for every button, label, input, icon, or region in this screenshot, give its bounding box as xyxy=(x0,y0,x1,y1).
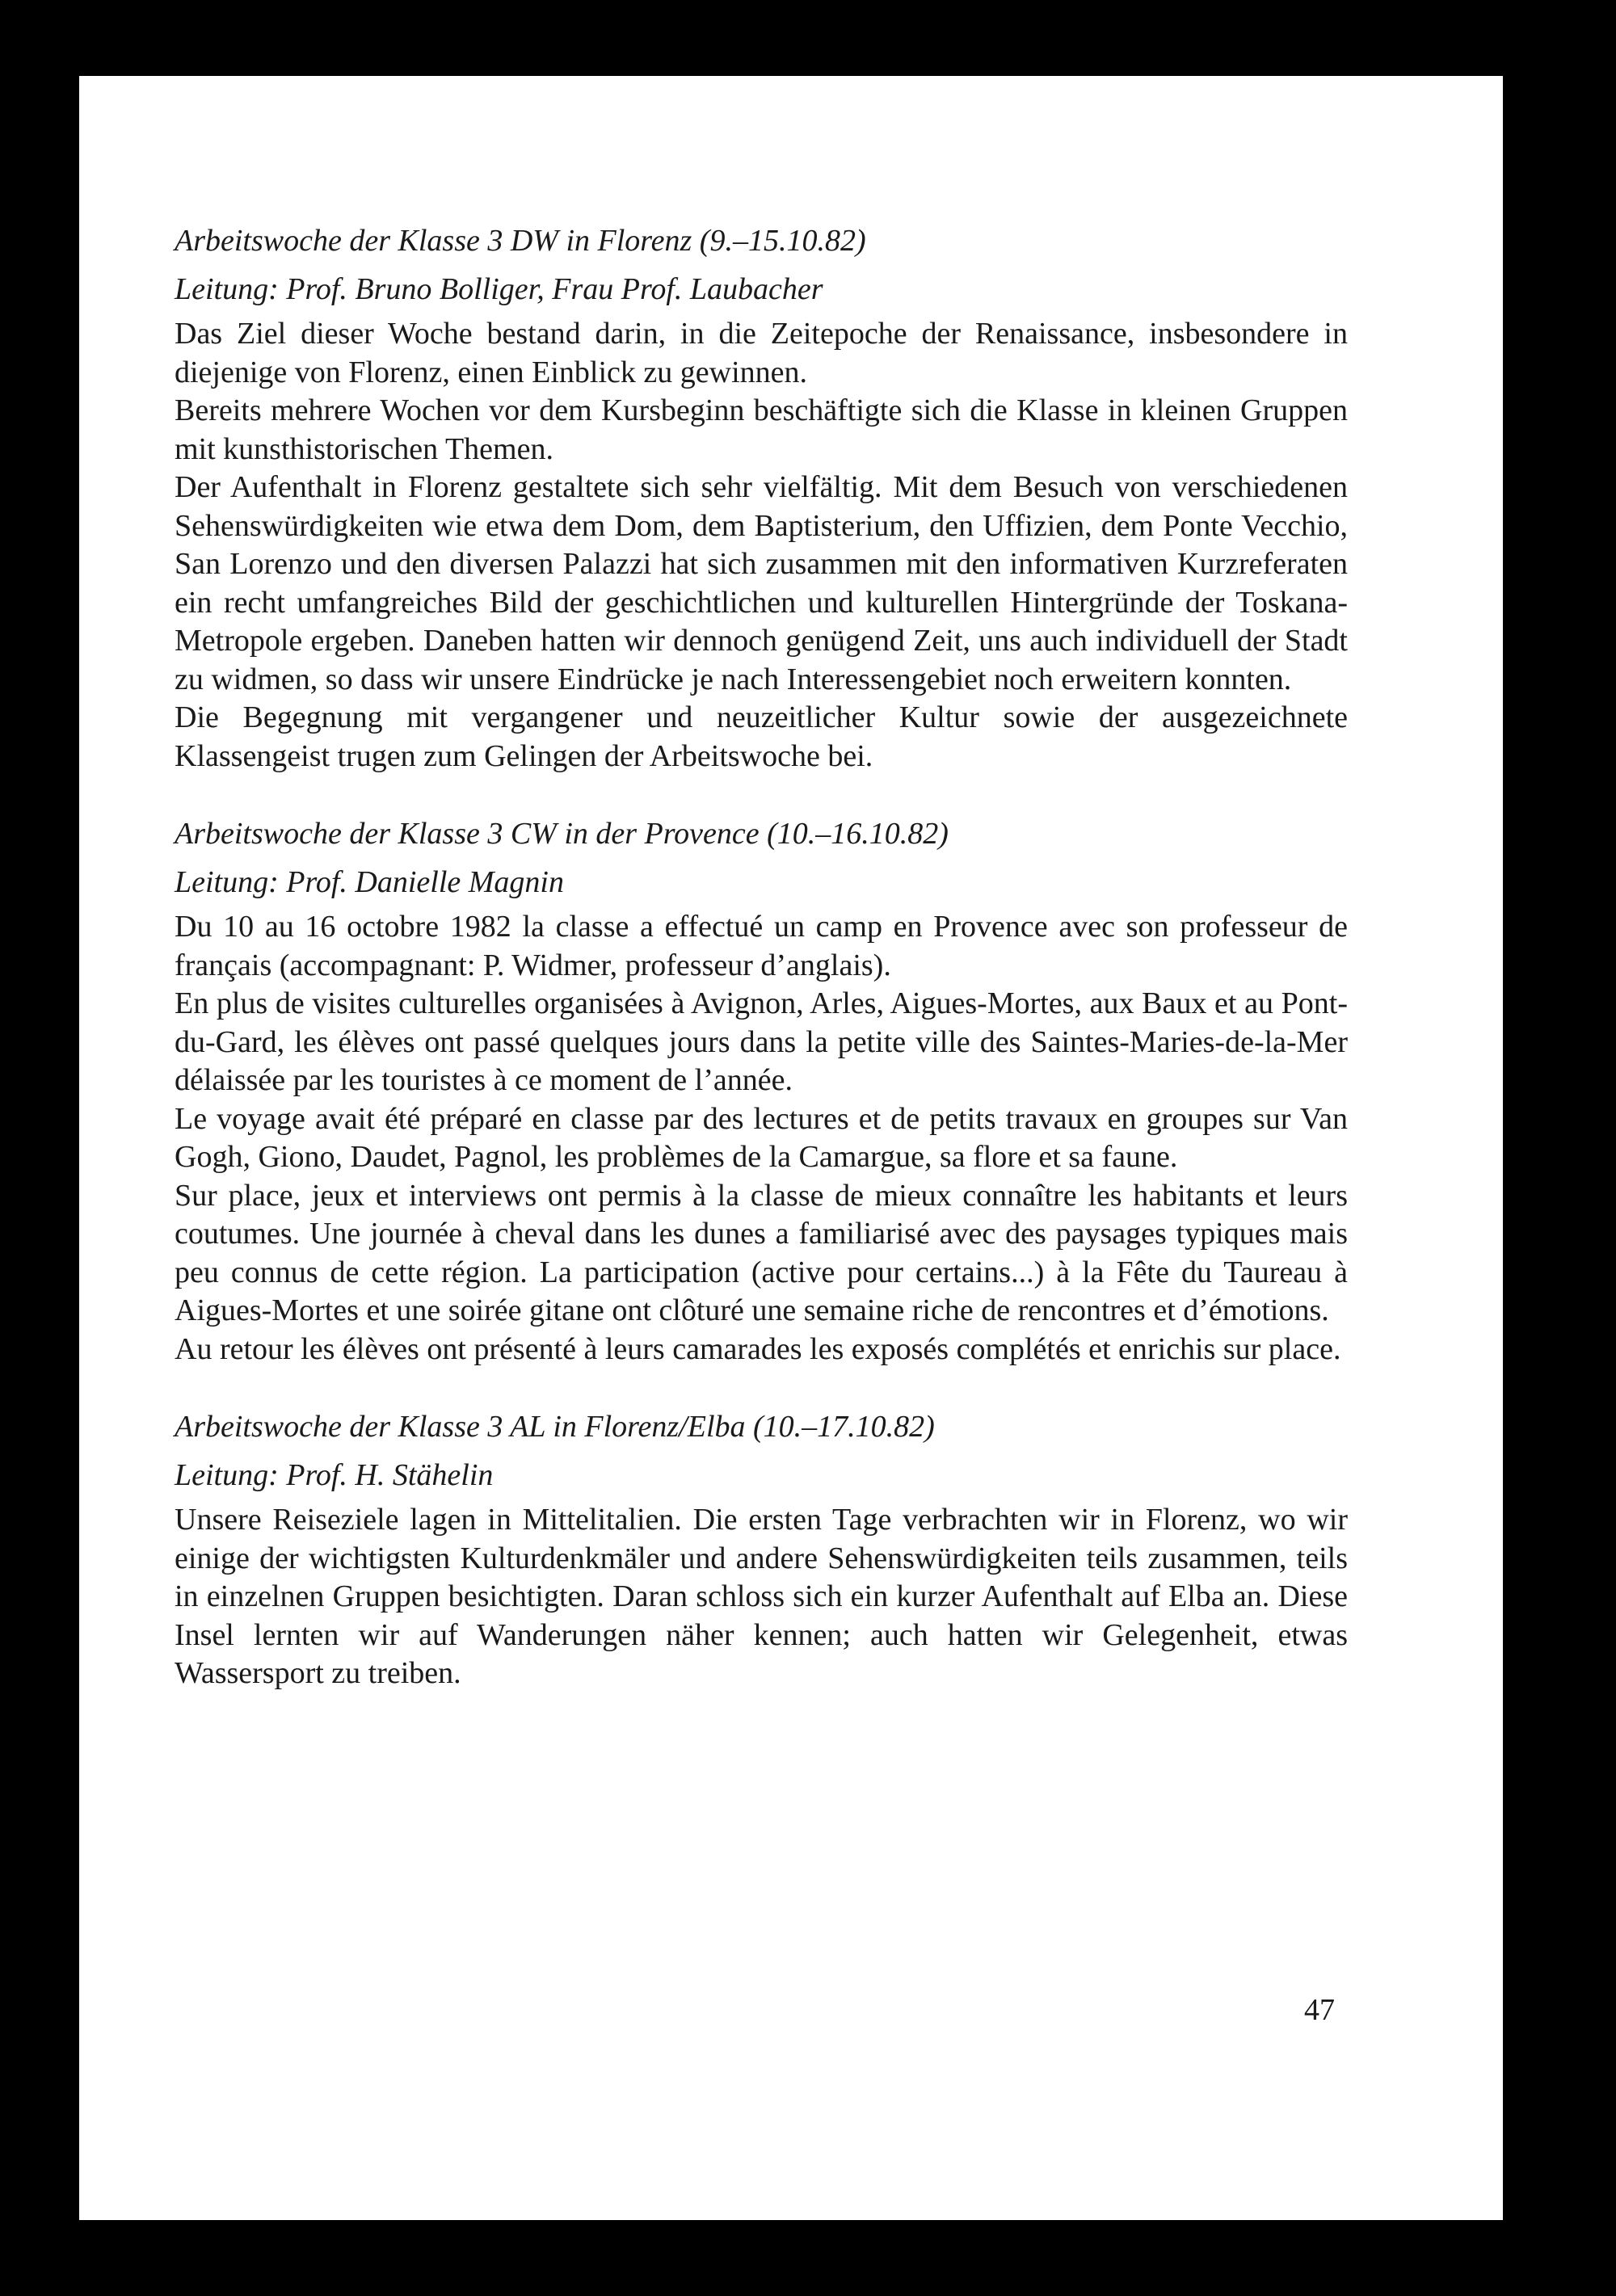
section-heading: Arbeitswoche der Klasse 3 CW in der Provence (10.–16.10.82) xyxy=(175,817,949,851)
section-leitung: Leitung: Prof. Bruno Bolliger, Frau Prof. Laubacher xyxy=(175,272,823,306)
section-3cw-provence xyxy=(175,814,1348,1369)
paragraph: Das Ziel dieser Woche bestand darin, in die Zeitepoche der Renaissance, insbesondere in diejenige von Florenz, einen Einblick zu gewinnen. xyxy=(175,317,1348,389)
section-3al-florenz-elba xyxy=(175,1407,1348,1693)
paragraph: En plus de visites culturelles organisées à Avignon, Arles, Aigues-Mortes, aux Baux et au Pont-du-Gard, les élèves ont passé quelques jours dans la petite ville des Saintes-Maries-de-la-Mer délaissée par les touristes à ce moment de l’année. xyxy=(175,986,1348,1097)
paragraph: Du 10 au 16 octobre 1982 la classe a effectué un camp en Provence avec son professeur de français (accompagnant: P. Widmer, professeur d’anglais). xyxy=(175,910,1348,982)
section-leitung: Leitung: Prof. Danielle Magnin xyxy=(175,865,564,899)
page-number: 47 xyxy=(1304,1993,1335,2027)
paragraph: Le voyage avait été préparé en classe par des lectures et de petits travaux en groupes sur Van Gogh, Giono, Daudet, Pagnol, les problèmes de la Camargue, sa flore et sa faune. xyxy=(175,1101,1348,1174)
paragraph: Die Begegnung mit vergangener und neuzeitlicher Kultur sowie der ausgezeichnete Klassengeist trugen zum Gelingen der Arbeitswoche bei. xyxy=(175,700,1348,773)
page-content xyxy=(175,221,1348,1693)
paragraph: Bereits mehrere Wochen vor dem Kursbeginn beschäftigte sich die Klasse in kleinen Gruppen mit kunsthistorischen Themen. xyxy=(175,393,1348,466)
paragraph: Au retour les élèves ont présenté à leurs camarades les exposés complétés et enrichis sur place. xyxy=(175,1331,1341,1366)
paragraph: Unsere Reiseziele lagen in Mittelitalien. Die ersten Tage verbrachten wir in Florenz, wo wir einige der wichtigsten Kulturdenkmäler und andere Sehenswürdigkeiten teils zusammen, teils in einzelnen Gruppen besichtigten. Daran schloss sich ein kurzer Aufenthalt auf Elba an. Diese Insel lernten wir auf Wanderungen näher kennen; auch hatten wir Gelegenheit, etwas Wassersport zu treiben. xyxy=(175,1503,1348,1690)
document-page xyxy=(79,76,1503,2220)
section-heading: Arbeitswoche der Klasse 3 AL in Florenz/Elba (10.–17.10.82) xyxy=(175,1410,935,1444)
section-heading: Arbeitswoche der Klasse 3 DW in Florenz (9.–15.10.82) xyxy=(175,224,866,258)
section-leitung: Leitung: Prof. H. Stähelin xyxy=(175,1458,494,1492)
section-3dw-florenz xyxy=(175,221,1348,776)
paragraph: Sur place, jeux et interviews ont permis à la classe de mieux connaître les habitants et leurs coutumes. Une journée à cheval dans les dunes a familiarisé avec des paysages typiques mais peu connus de cette région. La participation (active pour certains...) à la Fête du Taureau à Aigues-Mortes et une soirée gitane ont clôturé une semaine riche de rencontres et d’émotions. xyxy=(175,1178,1348,1327)
paragraph: Der Aufenthalt in Florenz gestaltete sich sehr vielfältig. Mit dem Besuch von verschiedenen Sehenswürdigkeiten wie etwa dem Dom, dem Baptisterium, den Uffizien, dem Ponte Vecchio, San Lorenzo und den diversen Palazzi hat sich zusammen mit den informativen Kurzreferaten ein recht umfangreiches Bild der geschichtlichen und kulturellen Hintergründe der Toskana-Metropole ergeben. Daneben hatten wir dennoch genügend Zeit, uns auch individuell der Stadt zu widmen, so dass wir unsere Eindrücke je nach Interessengebiet noch erweitern konnten. xyxy=(175,470,1348,696)
